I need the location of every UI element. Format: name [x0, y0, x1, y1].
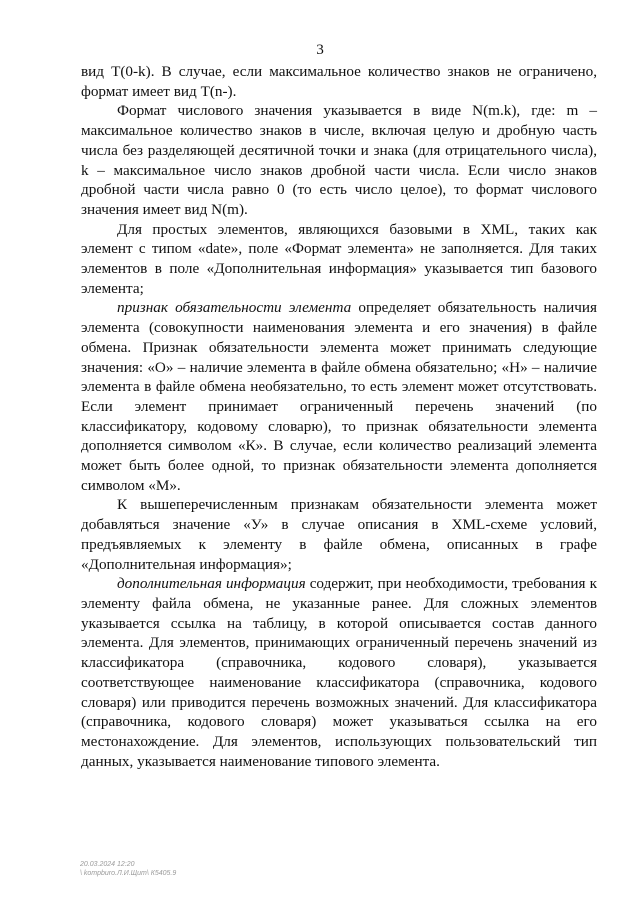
paragraph-number-format [81, 101, 597, 219]
paragraph-text: содержит, при необходимости, требования к элементу файла обмена, не указанные ранее. Для сложных элементов указывается ссылка на таблицу, в которой описывается состав данного элемента. Для элементов, принимающих ограниченный перечень значений из классификатора (справочника, кодового словаря), указывается соответствующее наименование классификатора (справочника, кодового словаря) или приводится перечень возможных значений. Для классификатора (справочника, кодового словаря) может указываться ссылка на его местонахождение. Для элементов, использующих пользовательский тип данных, указывается наименование типового элемента. [81, 575, 597, 770]
paragraph-mandatory-flag [81, 298, 597, 495]
paragraph-format-text-end [81, 62, 597, 101]
paragraph-text: К вышеперечисленным признакам обязательности элемента может добавляться значение «У» в случае описания в XML-схеме условий, предъявляемых к элементу в файле обмена, описанных в графе «Дополнительная информация»; [81, 496, 597, 573]
document-body [81, 62, 597, 771]
paragraph-condition-flag [81, 495, 597, 574]
paragraph-text: Формат числового значения указывается в виде N(m.k), где: m – максимальное количество знаков в числе, включая целую и дробную часть числа без разделяющей десятичной точки и знака (для отрицательного числа), k – максимальное число знаков дробной части числа. Если число знаков дробной части числа равно 0 (то есть число целое), то формат числового значения имеет вид N(m). [81, 102, 597, 218]
print-stamp [80, 860, 176, 878]
stamp-path: \ kompburo.Л.И.Щит\ К5405.9 [80, 870, 177, 877]
term-additional-info: дополнительная информация [117, 575, 306, 593]
paragraph-text: определяет обязательность наличия элемента (совокупности наименования элемента и его значения) в файле обмена. Признак обязательности элемента может принимать следующие значения: «О» – наличие элемента в файле обмена обязательно; «Н» – наличие элемента в файле обмена необязательно, то есть элемент может отсутствовать. Если элемент принимает ограниченный перечень значений (по классификатору, кодовому словарю), то признак обязательности элемента дополняется символом «К». В случае, если количество реализаций элемента может быть более одной, то признак обязательности элемента дополняется символом «М». [81, 299, 597, 494]
paragraph-text: вид T(0-k). В случае, если максимальное количество знаков не ограничено, формат имеет вид T(n-). [81, 63, 597, 100]
stamp-datetime: 20.03.2024 12:20 [80, 861, 135, 868]
paragraph-simple-elements [81, 220, 597, 299]
paragraph-text: Для простых элементов, являющихся базовыми в XML, таких как элемент с типом «date», поле «Формат элемента» не заполняется. Для таких элементов в поле «Дополнительная информация» указывается тип базового элемента; [81, 220, 597, 297]
term-mandatory-flag: признак обязательности элемента [117, 299, 352, 317]
page-number: 3 [316, 41, 324, 58]
paragraph-additional-info [81, 574, 597, 771]
